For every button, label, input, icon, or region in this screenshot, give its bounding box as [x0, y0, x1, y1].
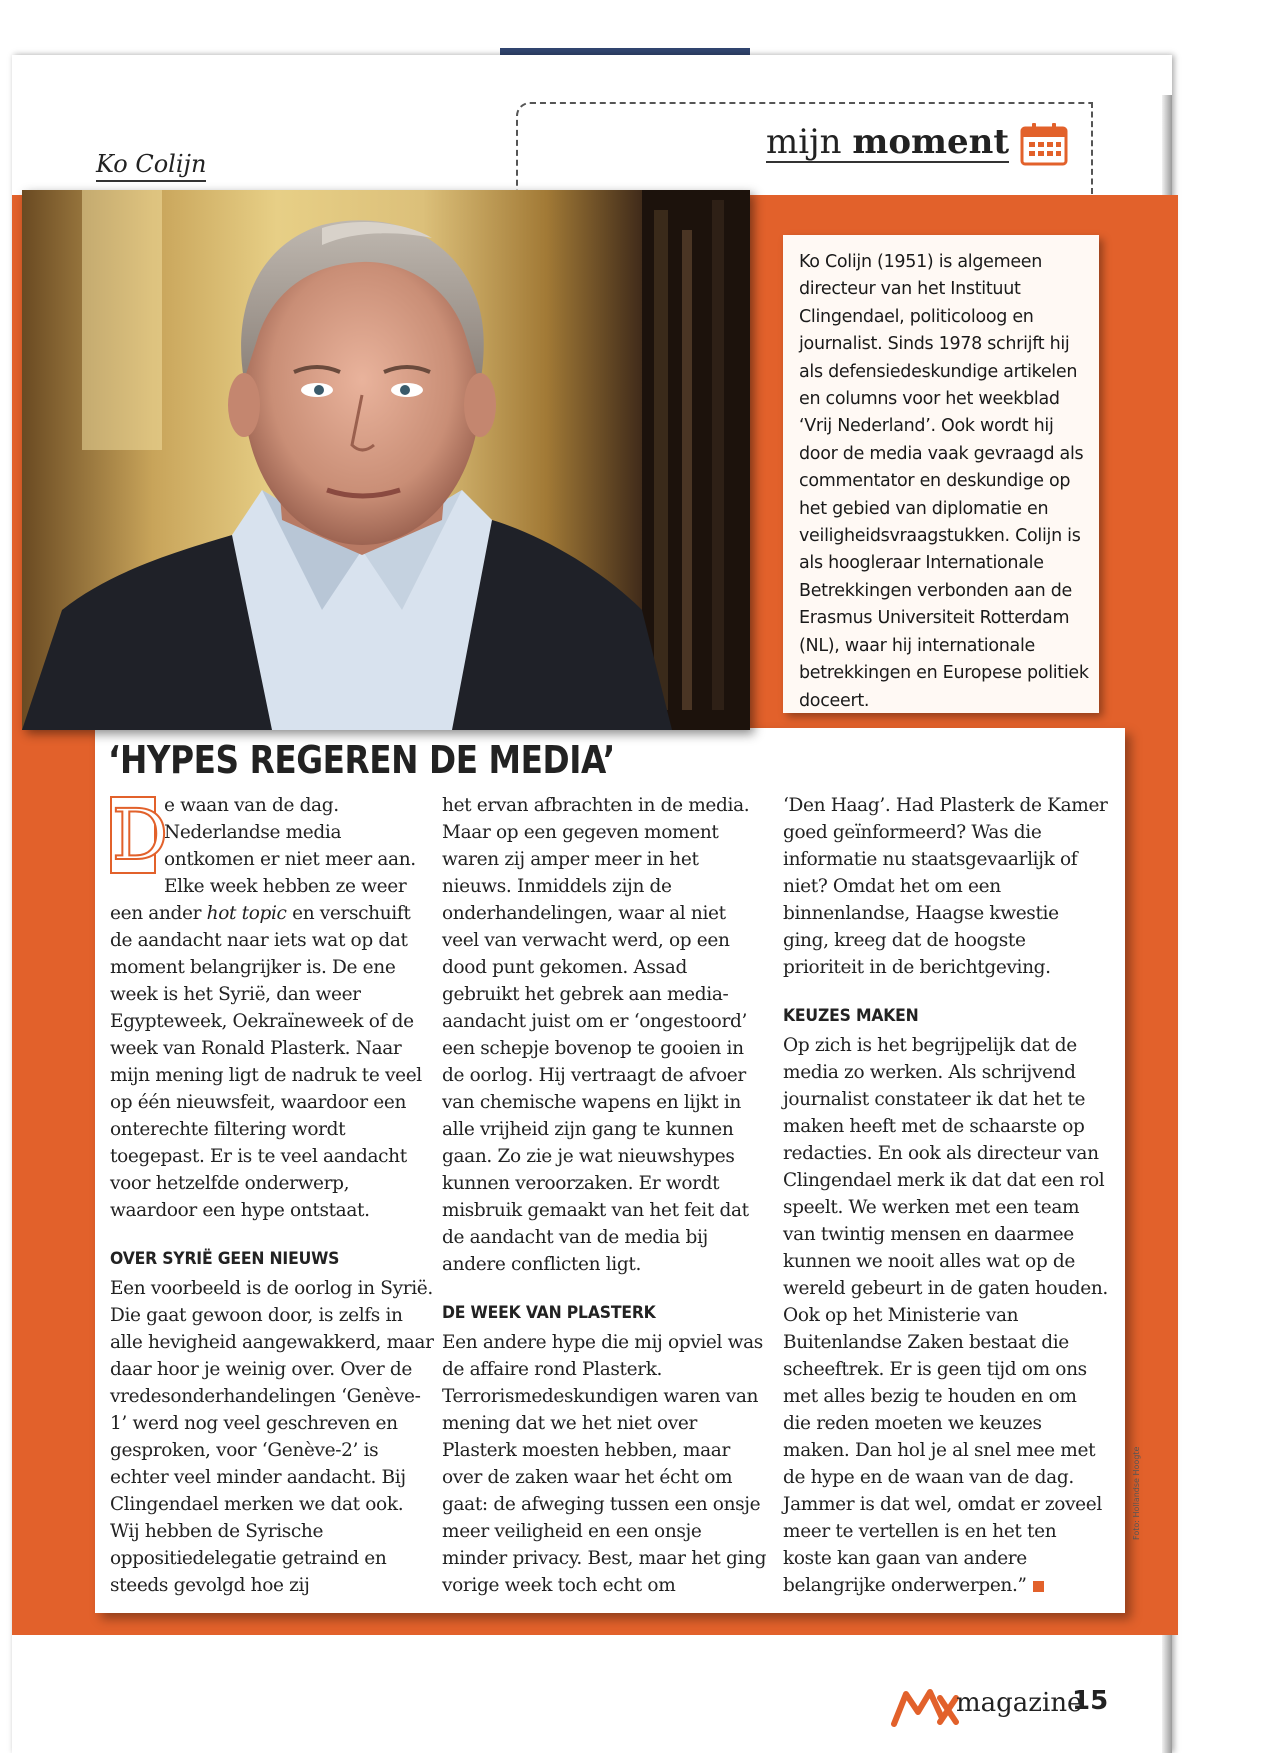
intro-emphasis: hot topic — [206, 903, 287, 924]
calendar-icon — [1020, 122, 1068, 166]
subhead-syrie: OVER SYRIË GEEN NIEUWS — [110, 1249, 340, 1269]
section-keuzes-body: Op zich is het begrijpelijk dat de media zo werken. Als schrijvend journalist constateer ik dat het te maken heeft met de schaarste op redacties. En ook als directeur van Clingendael merk ik dat dat een rol speelt. We werken met een team van twintig mensen en daarmee kunnen we nooit alles wat op de wereld gebeurt in de gaten houden. Ook op het Ministerie van Buitenlandse Zaken bestaat die scheeftrek. Er is geen tijd om ons met alles bezig te houden en om die reden moeten we keuzes maken. Dan hol je al snel mee met de hype en de waan van de dag. Jammer is dat wel, omdat er zoveel meer te vertellen is en het ten koste kan gaan van andere belangrijke onderwerpen.” — [783, 1035, 1108, 1596]
author-bio-box — [783, 235, 1099, 713]
section-syrie-continued — [442, 792, 767, 1278]
intro-text: e waan van de dag. Nederlandse media ontkomen er niet meer aan. Elke week hebben ze weer een ander — [110, 795, 416, 924]
photo-credit: Foto: Hollandse Hoogte — [1132, 1446, 1141, 1540]
section-title-light: mijn — [766, 122, 842, 162]
section-keuzes-text — [783, 1032, 1108, 1599]
section-plasterk-part-2: ‘Den Haag’. Had Plasterk de Kamer goed geïnformeerd? Was die informatie nu staatsgevaarlijk of niet? Omdat het om een binnenlandse, Haagse kwestie ging, kreeg dat de hoogste prioriteit in de berichtgeving. — [783, 795, 1108, 978]
max-logo — [888, 1688, 960, 1728]
intro-text-rest: en verschuift de aandacht naar iets wat op dat moment belangrijker is. De ene week is het Syrië, dan weer Egypteweek, Oekraïneweek of de week van Ronald Plasterk. Naar mijn mening ligt de nadruk te veel op één nieuwsfeit, waardoor een onterechte filtering wordt toegepast. Er is te veel aandacht voor hetzelfde onderwerp, waardoor een hype ontstaat. — [110, 903, 422, 1221]
section-syrie-text — [110, 1275, 435, 1599]
section-syrie-part-2: het ervan afbrachten in de media. Maar op een gegeven moment waren zij amper meer in het nieuws. Inmiddels zijn de onderhandelingen, waar al niet veel van verwacht werd, op een dood punt gekomen. Assad gebruikt het gebrek aan media-aandacht juist om er ‘ongestoord’ een schepje bovenop te gooien in de oorlog. Hij vertraagt de afvoer van chemische wapens en lijkt in alle vrijheid zijn gang te kunnen gaan. Zo zie je wat nieuwshypes kunnen veroorzaken. Er wordt misbruik gemaakt van het feit dat de aandacht van de media bij andere conflicten ligt. — [442, 795, 750, 1275]
end-mark-icon — [1033, 1581, 1044, 1592]
section-syrie-part-1: Een voorbeeld is de oorlog in Syrië. Die gaat gewoon door, is zelfs in alle hevigheid aangewakkerd, maar daar hoor je weinig over. Over de vredesonderhandelingen ‘Genève-1’ werd nog veel geschreven en gesproken, voor ‘Genève-2’ is echter veel minder aandacht. Bij Clingendael merken we dat ook. Wij hebben de Syrische oppositiedelegatie getraind en steeds gevolgd hoe zij — [110, 1278, 434, 1596]
author-bio-text: Ko Colijn (1951) is algemeen directeur van het Instituut Clingendael, politicoloog en journalist. Sinds 1978 schrijft hij als defensiedeskundige artikelen en columns voor het weekblad ‘Vrij Nederland’. Ook wordt hij door de media vaak gevraagd als commentator en deskundige op het gebied van diplomatie en veiligheidsvraagstukken. Colijn is als hoogleraar Internationale Betrekkingen verbonden aan de Erasmus Universiteit Rotterdam (NL), waar hij internationale betrekkingen en Europese politiek doceert. — [799, 252, 1089, 711]
drop-cap: D — [112, 794, 168, 876]
article-column-3 — [783, 792, 1108, 1599]
author-tag: Ko Colijn — [96, 150, 206, 182]
intro-paragraph — [110, 792, 435, 1224]
page-number: 15 — [1072, 1686, 1109, 1716]
section-plasterk-text — [442, 1329, 767, 1599]
subhead-plasterk: DE WEEK VAN PLASTERK — [442, 1303, 656, 1323]
article-headline: ‘HYPES REGEREN DE MEDIA’ — [108, 738, 615, 782]
section-title-bold: moment — [852, 122, 1010, 162]
section-plasterk-continued — [783, 792, 1108, 981]
author-portrait-photo — [22, 190, 750, 730]
section-plasterk-part-1: Een andere hype die mij opviel was de affaire rond Plasterk. Terrorismedeskundigen waren van mening dat we het niet over Plasterk moesten hebben, maar over de zaken waar het écht om gaat: de afweging tussen een onsje meer veiligheid en een onsje minder privacy. Best, maar het ging vorige week toch echt om — [442, 1332, 767, 1596]
section-title — [766, 124, 1009, 163]
article-column-2 — [442, 792, 767, 1599]
subhead-keuzes: KEUZES MAKEN — [783, 1006, 919, 1026]
article-column-1 — [110, 792, 435, 1599]
footer-magazine-label: magazine — [956, 1688, 1083, 1718]
